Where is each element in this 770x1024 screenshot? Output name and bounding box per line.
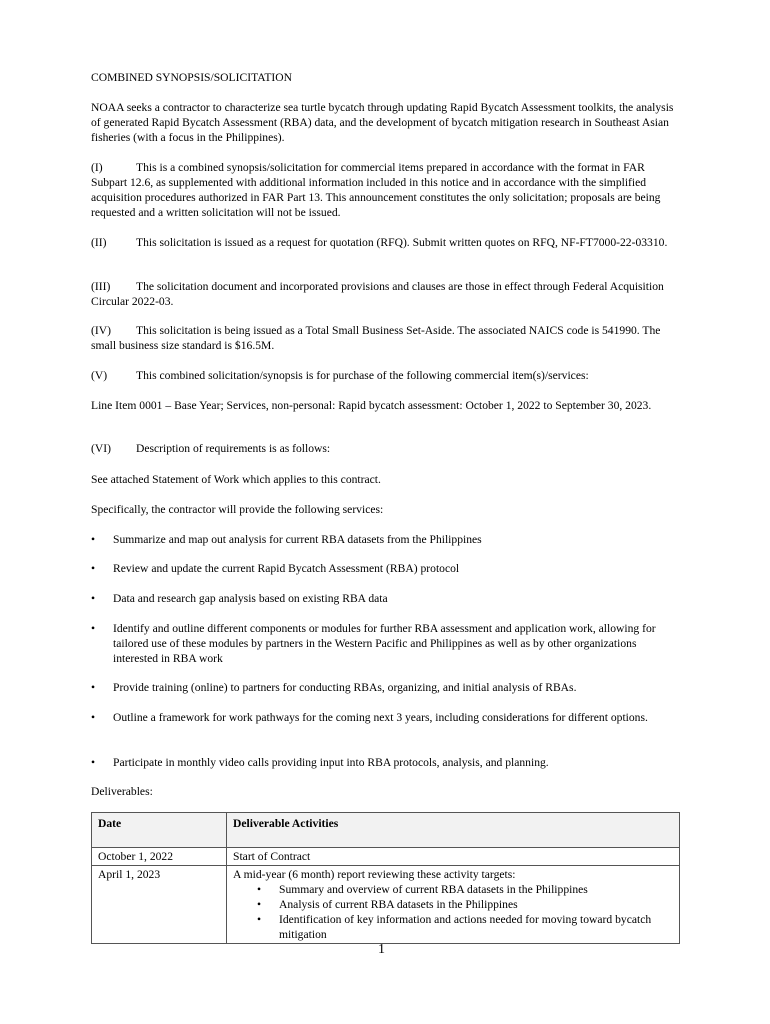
table-header-row [92, 813, 680, 848]
deliverables-table [91, 812, 680, 944]
bullet: • [91, 562, 96, 575]
service-item [91, 532, 681, 547]
activity-subitems [233, 882, 673, 942]
section-v [91, 368, 681, 383]
section-text: This combined solicitation/synopsis is for purchase of the following commercial item(s)/services: [136, 369, 589, 382]
column-header-date: Date [92, 813, 227, 848]
bullet: • [91, 756, 96, 769]
service-text: Identify and outline different components or modules for further RBA assessment and application work, allowing for tailored use of these modules by partners in the Western Pacific and Philippines as well as by other organizations interested in RBA work [113, 622, 656, 665]
service-text: Summarize and map out analysis for current RBA datasets from the Philippines [113, 533, 482, 546]
table-row [92, 866, 680, 944]
activity-subitem: • Analysis of current RBA datasets in the Philippines [279, 897, 673, 912]
section-text: This solicitation is being issued as a Total Small Business Set-Aside. The associated NAICS code is 541990. The small business size standard is $16.5M. [91, 324, 661, 352]
service-text: Participate in monthly video calls providing input into RBA protocols, analysis, and planning. [113, 756, 549, 769]
table-row [92, 848, 680, 866]
section-text: This solicitation is issued as a request for quotation (RFQ). Submit written quotes on RFQ, NF-FT7000-22-03310. [136, 236, 668, 249]
service-item [91, 755, 681, 770]
service-item [91, 561, 681, 576]
page-number: 1 [378, 942, 385, 957]
bullet: • [91, 533, 96, 546]
bullet: • [91, 681, 96, 694]
section-ii [91, 235, 681, 250]
activity-subitem: • Summary and overview of current RBA datasets in the Philippines [279, 882, 673, 897]
column-header-activities: Deliverable Activities [227, 813, 680, 848]
service-text: Review and update the current Rapid Bycatch Assessment (RBA) protocol [113, 562, 460, 575]
service-item [91, 621, 681, 666]
intro-paragraph: NOAA seeks a contractor to characterize sea turtle bycatch through updating Rapid Bycatch Assessment toolkits, the analysis of generated Rapid Bycatch Assessment (RBA) data, and the development of bycatch mitigation research in Southeast Asian fisheries (with a focus in the Philippines). [91, 101, 674, 144]
row-activity: A mid-year (6 month) report reviewing these activity targets: [233, 868, 516, 881]
bullet: • [91, 622, 96, 635]
section-text: This is a combined synopsis/solicitation for commercial items prepared in accordance with the format in FAR Subpart 12.6, as supplemented with additional information included in this notice and in accordance with the simplified acquisition procedures authorized in FAR Part 13. This announcement constitutes the only solicitation; proposals are being requested and a written solicitation will not be issued. [91, 161, 661, 219]
deliverables-label: Deliverables: [91, 785, 153, 798]
section-vi [91, 441, 681, 456]
service-text: Outline a framework for work pathways for the coming next 3 years, including considerations for different options. [113, 711, 648, 724]
service-text: Provide training (online) to partners for conducting RBAs, organizing, and initial analysis of RBAs. [113, 681, 577, 694]
section-i [91, 160, 681, 220]
section-number: (IV) [91, 324, 111, 337]
line-item: Line Item 0001 – Base Year; Services, non-personal: Rapid bycatch assessment: October 1, 2022 to September 30, 2023. [91, 399, 652, 412]
row-date: April 1, 2023 [92, 866, 227, 944]
bullet: • [91, 711, 96, 724]
row-activity: Start of Contract [227, 848, 680, 866]
section-text: Description of requirements is as follows: [136, 442, 331, 455]
section-number: (VI) [91, 442, 111, 455]
document-heading: COMBINED SYNOPSIS/SOLICITATION [91, 71, 293, 84]
section-number: (II) [91, 236, 107, 249]
service-item [91, 710, 681, 725]
section-number: (III) [91, 280, 111, 293]
service-item [91, 680, 681, 695]
service-text: Data and research gap analysis based on existing RBA data [113, 592, 388, 605]
section-number: (V) [91, 369, 108, 382]
row-activity-cell [227, 866, 680, 944]
bullet: • [91, 592, 96, 605]
section-iv [91, 323, 681, 353]
section-text: The solicitation document and incorporated provisions and clauses are those in effect through Federal Acquisition Circular 2022-03. [91, 280, 664, 308]
section-iii [91, 279, 681, 309]
row-date: October 1, 2022 [92, 848, 227, 866]
services-intro: Specifically, the contractor will provide the following services: [91, 503, 384, 516]
sow-statement: See attached Statement of Work which applies to this contract. [91, 473, 381, 486]
activity-subitem: • Identification of key information and actions needed for moving toward bycatch mitigation [279, 912, 673, 942]
section-number: (I) [91, 161, 103, 174]
service-item [91, 591, 681, 606]
